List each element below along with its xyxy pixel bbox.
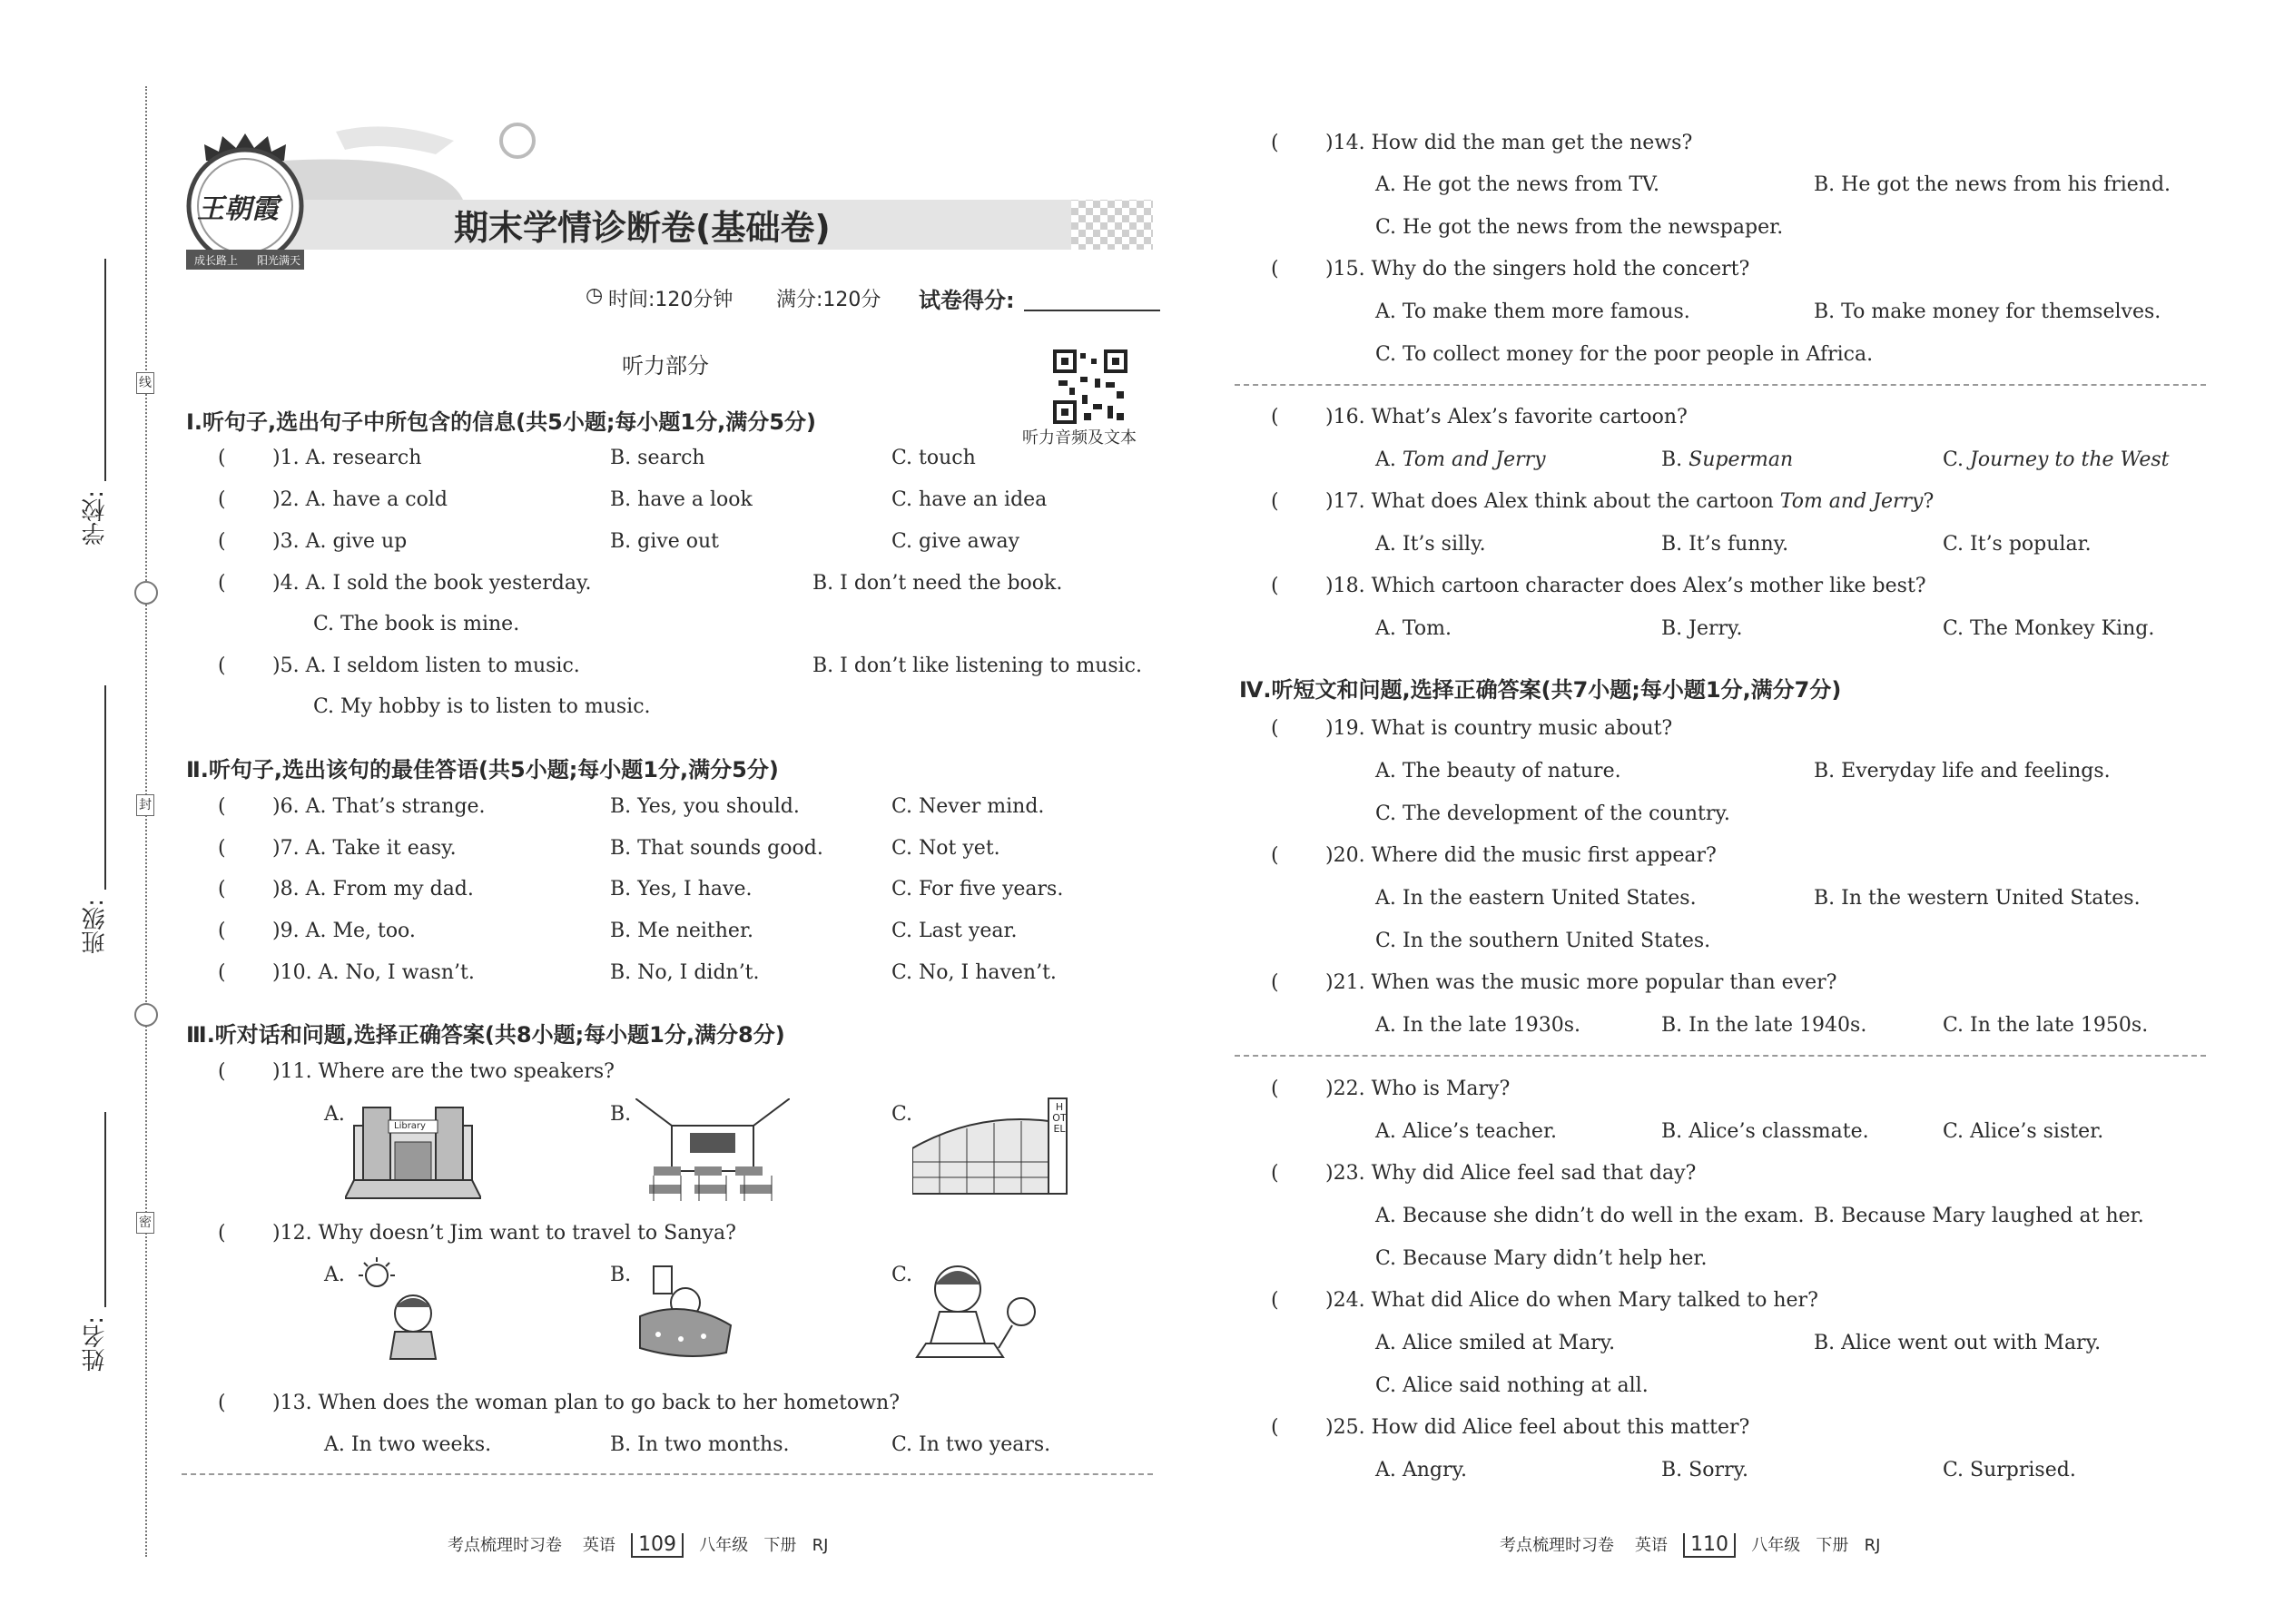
- question-9: ( )9. A. Me, too.: [218, 920, 416, 942]
- q24-option-c: C. Alice said nothing at all.: [1375, 1374, 1649, 1397]
- q16-option-a: A. Tom and Jerry: [1375, 448, 1546, 471]
- qr-code-icon: [1053, 349, 1127, 424]
- footer-book: 考点梳理时习卷: [448, 1536, 562, 1555]
- q25-option-b: B. Sorry.: [1661, 1459, 1749, 1481]
- q11-option-c: C.: [891, 1103, 913, 1126]
- q15-option-c: C. To collect money for the poor people in Africa.: [1375, 343, 1874, 366]
- q8-option-b: B. Yes, I have.: [610, 878, 753, 901]
- footer-grade: 八年级: [699, 1536, 749, 1555]
- logo-text: 王朝霞: [197, 193, 279, 225]
- q15-option-a: A. To make them more famous.: [1375, 300, 1690, 323]
- question-3: ( )3. A. give up: [218, 530, 408, 553]
- q16-option-c: C. Journey to the West: [1943, 448, 2170, 471]
- q18-option-c: C. The Monkey King.: [1943, 617, 2155, 640]
- seal-close-char: 密: [136, 1212, 154, 1234]
- q19-option-a: A. The beauty of nature.: [1375, 760, 1621, 782]
- question-13: ( )13. When does the woman plan to go back to her hometown?: [218, 1392, 900, 1414]
- page-number: 110: [1683, 1533, 1736, 1558]
- question-19: ( )19. What is country music about?: [1271, 717, 1673, 740]
- page-number: 109: [631, 1533, 684, 1558]
- q16-option-b: B. Superman: [1661, 448, 1794, 471]
- q2-option-b: B. have a look: [610, 488, 753, 511]
- question-23: ( )23. Why did Alice feel sad that day?: [1271, 1162, 1697, 1185]
- q6-option-c: C. Never mind.: [891, 795, 1045, 818]
- divider: [1235, 384, 2206, 386]
- school-label: 学校:: [82, 490, 109, 546]
- footer-left: [448, 1532, 828, 1556]
- q19-option-b: B. Everyday life and feelings.: [1814, 760, 2111, 782]
- question-8: ( )8. A. From my dad.: [218, 878, 474, 901]
- section-1-title: Ⅰ.听句子,选出句子中所包含的信息(共5小题;每小题1分,满分5分): [186, 409, 816, 435]
- q25-option-c: C. Surprised.: [1943, 1459, 2076, 1481]
- q9-option-b: B. Me neither.: [610, 920, 754, 942]
- q9-option-c: C. Last year.: [891, 920, 1018, 942]
- q19-option-c: C. The development of the country.: [1375, 802, 1730, 825]
- question-11: ( )11. Where are the two speakers?: [218, 1060, 615, 1083]
- question-6: ( )6. A. That’s strange.: [218, 795, 486, 818]
- hot-weather-picture-icon: [354, 1257, 445, 1362]
- q23-option-a: A. Because she didn’t do well in the exam.: [1375, 1205, 1805, 1227]
- q12-option-b: B.: [610, 1264, 632, 1286]
- question-15: ( )15. Why do the singers hold the concert?: [1271, 258, 1750, 281]
- q15-option-b: B. To make money for themselves.: [1814, 300, 2161, 323]
- logo-tag-2: 阳光满天: [257, 254, 301, 267]
- logo-tag-1: 成长路上: [194, 254, 239, 267]
- question-10: ( )10. A. No, I wasn’t.: [218, 961, 475, 984]
- q22-option-a: A. Alice’s teacher.: [1375, 1120, 1558, 1143]
- q20-option-a: A. In the eastern United States.: [1375, 887, 1697, 910]
- q22-option-b: B. Alice’s classmate.: [1661, 1120, 1869, 1143]
- footer-subject: 英语: [582, 1536, 615, 1555]
- q23-option-b: B. Because Mary laughed at her.: [1814, 1205, 2144, 1227]
- q3-option-b: B. give out: [610, 530, 719, 553]
- question-16: ( )16. What’s Alex’s favorite cartoon?: [1271, 406, 1688, 428]
- listening-title: 听力部分: [622, 353, 709, 379]
- time-label: 时间:120分钟: [608, 289, 733, 311]
- score-label: 试卷得分:: [919, 288, 1015, 313]
- footer-term: 下册: [763, 1536, 797, 1555]
- divider: [182, 1473, 1153, 1475]
- hotel-sign: HOTEL: [1052, 1101, 1067, 1135]
- q6-option-b: B. Yes, you should.: [610, 795, 800, 818]
- class-field[interactable]: [104, 685, 106, 890]
- question-22: ( )22. Who is Mary?: [1271, 1078, 1511, 1100]
- q17-option-c: C. It’s popular.: [1943, 533, 2092, 556]
- q14-option-c: C. He got the news from the newspaper.: [1375, 216, 1784, 239]
- q20-option-b: B. In the western United States.: [1814, 887, 2141, 910]
- footer-grade: 八年级: [1751, 1536, 1801, 1555]
- question-21: ( )21. When was the music more popular than ever?: [1271, 971, 1837, 994]
- question-24: ( )24. What did Alice do when Mary talked to her?: [1271, 1289, 1818, 1312]
- q17-option-b: B. It’s funny.: [1661, 533, 1789, 556]
- school-field[interactable]: [104, 259, 106, 481]
- footer-right: [1500, 1532, 1880, 1556]
- q18-option-b: B. Jerry.: [1661, 617, 1743, 640]
- q17-option-a: A. It’s silly.: [1375, 533, 1486, 556]
- q12-option-a: A.: [324, 1264, 345, 1286]
- q21-option-c: C. In the late 1950s.: [1943, 1014, 2149, 1037]
- q20-option-c: C. In the southern United States.: [1375, 930, 1711, 952]
- binding-hole-1: [134, 581, 158, 605]
- library-sign: Library: [394, 1121, 426, 1131]
- q5-option-c: C. My hobby is to listen to music.: [313, 695, 651, 718]
- question-5: ( )5. A. I seldom listen to music.: [218, 655, 580, 677]
- seal-seal-char: 封: [136, 794, 154, 816]
- library-picture-icon: [345, 1098, 481, 1203]
- seal-line-char: 线: [136, 372, 154, 394]
- qr-caption: 听力音频及文本: [1022, 428, 1137, 448]
- q18-option-a: A. Tom.: [1375, 617, 1452, 640]
- question-4: ( )4. A. I sold the book yesterday.: [218, 572, 592, 595]
- divider: [1235, 1055, 2206, 1057]
- q11-option-a: A.: [324, 1103, 345, 1126]
- q22-option-c: C. Alice’s sister.: [1943, 1120, 2104, 1143]
- q1-option-b: B. search: [610, 447, 705, 469]
- name-label: 姓名:: [82, 1316, 109, 1372]
- question-1: ( )1. A. research: [218, 447, 422, 469]
- class-label: 班级:: [82, 899, 109, 954]
- q1-option-c: C. touch: [891, 447, 976, 469]
- q12-option-c: C.: [891, 1264, 913, 1286]
- q23-option-c: C. Because Mary didn’t help her.: [1375, 1247, 1708, 1270]
- score-field[interactable]: [1024, 310, 1160, 311]
- classroom-picture-icon: [635, 1098, 790, 1203]
- question-20: ( )20. Where did the music first appear?: [1271, 844, 1717, 867]
- question-25: ( )25. How did Alice feel about this matter?: [1271, 1416, 1750, 1439]
- clock-icon: ◷: [586, 284, 604, 307]
- question-7: ( )7. A. Take it easy.: [218, 837, 457, 860]
- section-4-title: Ⅳ.听短文和问题,选择正确答案(共7小题;每小题1分,满分7分): [1239, 677, 1842, 703]
- q14-option-a: A. He got the news from TV.: [1375, 173, 1660, 196]
- page-title: 期末学情诊断卷(基础卷): [454, 208, 831, 248]
- footer-subject: 英语: [1634, 1536, 1668, 1555]
- question-18: ( )18. Which cartoon character does Alex’s mother like best?: [1271, 575, 1926, 597]
- name-field[interactable]: [104, 1112, 106, 1307]
- q13-option-a: A. In two weeks.: [324, 1433, 492, 1456]
- binding-line: [145, 86, 147, 1557]
- q24-option-a: A. Alice smiled at Mary.: [1375, 1332, 1616, 1354]
- q11-option-b: B.: [610, 1103, 632, 1126]
- q24-option-b: B. Alice went out with Mary.: [1814, 1332, 2102, 1354]
- question-12: ( )12. Why doesn’t Jim want to travel to Sanya?: [218, 1222, 736, 1245]
- q4-option-c: C. The book is mine.: [313, 613, 520, 635]
- binding-hole-2: [134, 1003, 158, 1027]
- full-score-label: 满分:120分: [776, 289, 881, 311]
- footer-book: 考点梳理时习卷: [1500, 1536, 1614, 1555]
- footer-edition: RJ: [812, 1536, 829, 1555]
- q21-option-b: B. In the late 1940s.: [1661, 1014, 1867, 1037]
- question-14: ( )14. How did the man get the news?: [1271, 132, 1693, 154]
- q8-option-c: C. For five years.: [891, 878, 1064, 901]
- q13-option-b: B. In two months.: [610, 1433, 790, 1456]
- sick-in-bed-picture-icon: [631, 1262, 740, 1362]
- q14-option-b: B. He got the news from his friend.: [1814, 173, 2171, 196]
- q10-option-b: B. No, I didn’t.: [610, 961, 760, 984]
- footer-term: 下册: [1816, 1536, 1849, 1555]
- q21-option-a: A. In the late 1930s.: [1375, 1014, 1581, 1037]
- footer-edition: RJ: [1864, 1536, 1881, 1555]
- section-2-title: Ⅱ.听句子,选出该句的最佳答语(共5小题;每小题1分,满分5分): [186, 757, 779, 782]
- q7-option-b: B. That sounds good.: [610, 837, 823, 860]
- question-2: ( )2. A. have a cold: [218, 488, 448, 511]
- hotel-picture-icon: [912, 1094, 1076, 1203]
- studying-picture-icon: [912, 1257, 1058, 1362]
- q10-option-c: C. No, I haven’t.: [891, 961, 1057, 984]
- q25-option-a: A. Angry.: [1375, 1459, 1468, 1481]
- q13-option-c: C. In two years.: [891, 1433, 1051, 1456]
- q7-option-c: C. Not yet.: [891, 837, 1000, 860]
- question-17: ( )17. What does Alex think about the cartoon Tom and Jerry?: [1271, 490, 1935, 513]
- section-3-title: Ⅲ.听对话和问题,选择正确答案(共8小题;每小题1分,满分8分): [186, 1022, 785, 1048]
- q5-option-b: B. I don’t like listening to music.: [812, 655, 1142, 677]
- q3-option-c: C. give away: [891, 530, 1020, 553]
- q2-option-c: C. have an idea: [891, 488, 1048, 511]
- q4-option-b: B. I don’t need the book.: [812, 572, 1063, 595]
